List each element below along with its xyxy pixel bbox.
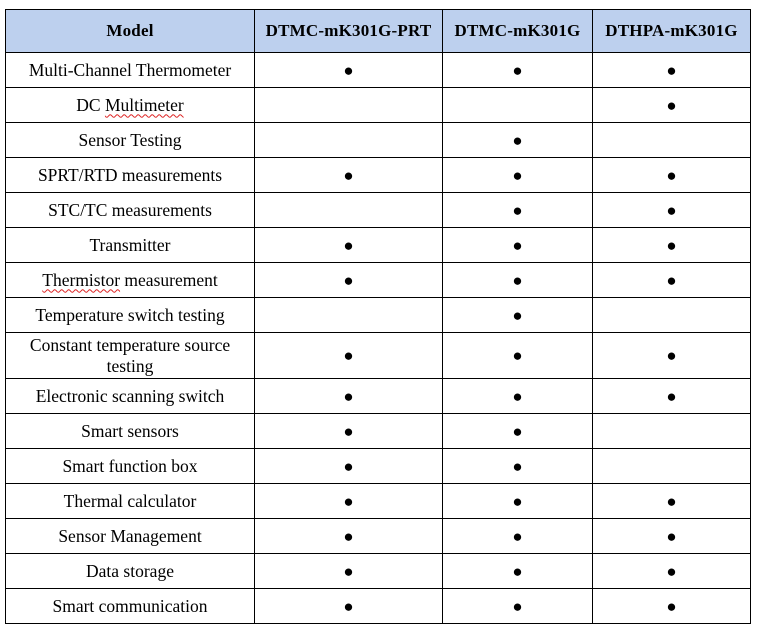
support-cell — [593, 519, 751, 554]
bullet-icon: ● — [512, 200, 523, 220]
support-cell — [443, 414, 593, 449]
support-cell — [593, 379, 751, 414]
support-cell — [255, 123, 443, 158]
table-row — [6, 449, 751, 484]
bullet-icon: ● — [343, 456, 354, 476]
bullet-icon: ● — [512, 60, 523, 80]
table-row — [6, 123, 751, 158]
feature-cell: Electronic scanning switch — [6, 379, 255, 414]
support-cell — [443, 53, 593, 88]
bullet-icon: ● — [512, 491, 523, 511]
feature-cell: Sensor Management — [6, 519, 255, 554]
bullet-icon: ● — [343, 561, 354, 581]
bullet-icon: ● — [512, 165, 523, 185]
header-dthpa-mk301g: DTHPA-mK301G — [593, 10, 751, 53]
feature-cell: Data storage — [6, 554, 255, 589]
support-cell — [443, 379, 593, 414]
table-row — [6, 158, 751, 193]
support-cell — [255, 484, 443, 519]
bullet-icon: ● — [512, 561, 523, 581]
bullet-icon: ● — [512, 526, 523, 546]
bullet-icon: ● — [512, 596, 523, 616]
bullet-icon: ● — [666, 346, 677, 365]
bullet-icon: ● — [666, 235, 677, 255]
bullet-icon: ● — [666, 561, 677, 581]
table-row — [6, 193, 751, 228]
bullet-icon: ● — [666, 200, 677, 220]
feature-cell: STC/TC measurements — [6, 193, 255, 228]
support-cell — [255, 158, 443, 193]
support-cell — [593, 193, 751, 228]
table-row — [6, 414, 751, 449]
support-cell — [443, 193, 593, 228]
bullet-icon: ● — [666, 95, 677, 115]
support-cell — [255, 263, 443, 298]
support-cell — [255, 193, 443, 228]
bullet-icon: ● — [666, 270, 677, 290]
table-body — [6, 53, 751, 624]
support-cell — [593, 484, 751, 519]
support-cell — [593, 123, 751, 158]
feature-cell: DC Multimeter — [6, 88, 255, 123]
table-row — [6, 554, 751, 589]
table-row — [6, 298, 751, 333]
bullet-icon: ● — [512, 421, 523, 441]
support-cell — [593, 158, 751, 193]
bullet-icon: ● — [343, 526, 354, 546]
table-row — [6, 379, 751, 414]
bullet-icon: ● — [666, 491, 677, 511]
support-cell — [593, 333, 751, 379]
feature-cell: Thermal calculator — [6, 484, 255, 519]
feature-cell: Smart sensors — [6, 414, 255, 449]
feature-cell: Constant temperature source testing — [6, 333, 255, 379]
table-row — [6, 263, 751, 298]
support-cell — [255, 449, 443, 484]
bullet-icon: ● — [666, 60, 677, 80]
support-cell — [593, 88, 751, 123]
bullet-icon: ● — [512, 456, 523, 476]
header-row — [6, 10, 751, 53]
feature-cell: Transmitter — [6, 228, 255, 263]
table-row — [6, 228, 751, 263]
support-cell — [255, 88, 443, 123]
table-row — [6, 53, 751, 88]
support-cell — [443, 484, 593, 519]
bullet-icon: ● — [512, 270, 523, 290]
header-dtmc-mk301g: DTMC-mK301G — [443, 10, 593, 53]
support-cell — [255, 228, 443, 263]
table-row — [6, 519, 751, 554]
support-cell — [443, 449, 593, 484]
bullet-icon: ● — [666, 165, 677, 185]
support-cell — [593, 449, 751, 484]
support-cell — [593, 263, 751, 298]
support-cell — [255, 379, 443, 414]
support-cell — [443, 88, 593, 123]
support-cell — [443, 589, 593, 624]
bullet-icon: ● — [512, 346, 523, 365]
bullet-icon: ● — [343, 235, 354, 255]
model-comparison-table — [5, 9, 751, 624]
support-cell — [443, 228, 593, 263]
table-row — [6, 88, 751, 123]
feature-cell: SPRT/RTD measurements — [6, 158, 255, 193]
bullet-icon: ● — [512, 235, 523, 255]
feature-cell: Smart function box — [6, 449, 255, 484]
support-cell — [593, 589, 751, 624]
support-cell — [443, 333, 593, 379]
bullet-icon: ● — [343, 270, 354, 290]
support-cell — [593, 298, 751, 333]
support-cell — [443, 519, 593, 554]
bullet-icon: ● — [343, 60, 354, 80]
header-model: Model — [6, 10, 255, 53]
bullet-icon: ● — [666, 526, 677, 546]
feature-cell: Multi-Channel Thermometer — [6, 53, 255, 88]
support-cell — [443, 123, 593, 158]
bullet-icon: ● — [512, 305, 523, 325]
header-dtmc-mk301g-prt: DTMC-mK301G-PRT — [255, 10, 443, 53]
feature-cell: Thermistor measurement — [6, 263, 255, 298]
support-cell — [593, 53, 751, 88]
support-cell — [255, 554, 443, 589]
support-cell — [593, 414, 751, 449]
support-cell — [255, 53, 443, 88]
support-cell — [443, 158, 593, 193]
support-cell — [593, 228, 751, 263]
bullet-icon: ● — [666, 596, 677, 616]
support-cell — [255, 589, 443, 624]
bullet-icon: ● — [512, 386, 523, 406]
feature-cell: Sensor Testing — [6, 123, 255, 158]
support-cell — [255, 333, 443, 379]
table-row — [6, 484, 751, 519]
support-cell — [593, 554, 751, 589]
bullet-icon: ● — [343, 421, 354, 441]
support-cell — [255, 298, 443, 333]
support-cell — [443, 263, 593, 298]
support-cell — [443, 554, 593, 589]
feature-cell: Temperature switch testing — [6, 298, 255, 333]
bullet-icon: ● — [666, 386, 677, 406]
bullet-icon: ● — [512, 130, 523, 150]
bullet-icon: ● — [343, 386, 354, 406]
support-cell — [443, 298, 593, 333]
bullet-icon: ● — [343, 491, 354, 511]
support-cell — [255, 414, 443, 449]
table-row — [6, 333, 751, 379]
bullet-icon: ● — [343, 596, 354, 616]
bullet-icon: ● — [343, 165, 354, 185]
bullet-icon: ● — [343, 346, 354, 365]
table-row — [6, 589, 751, 624]
support-cell — [255, 519, 443, 554]
feature-cell: Smart communication — [6, 589, 255, 624]
